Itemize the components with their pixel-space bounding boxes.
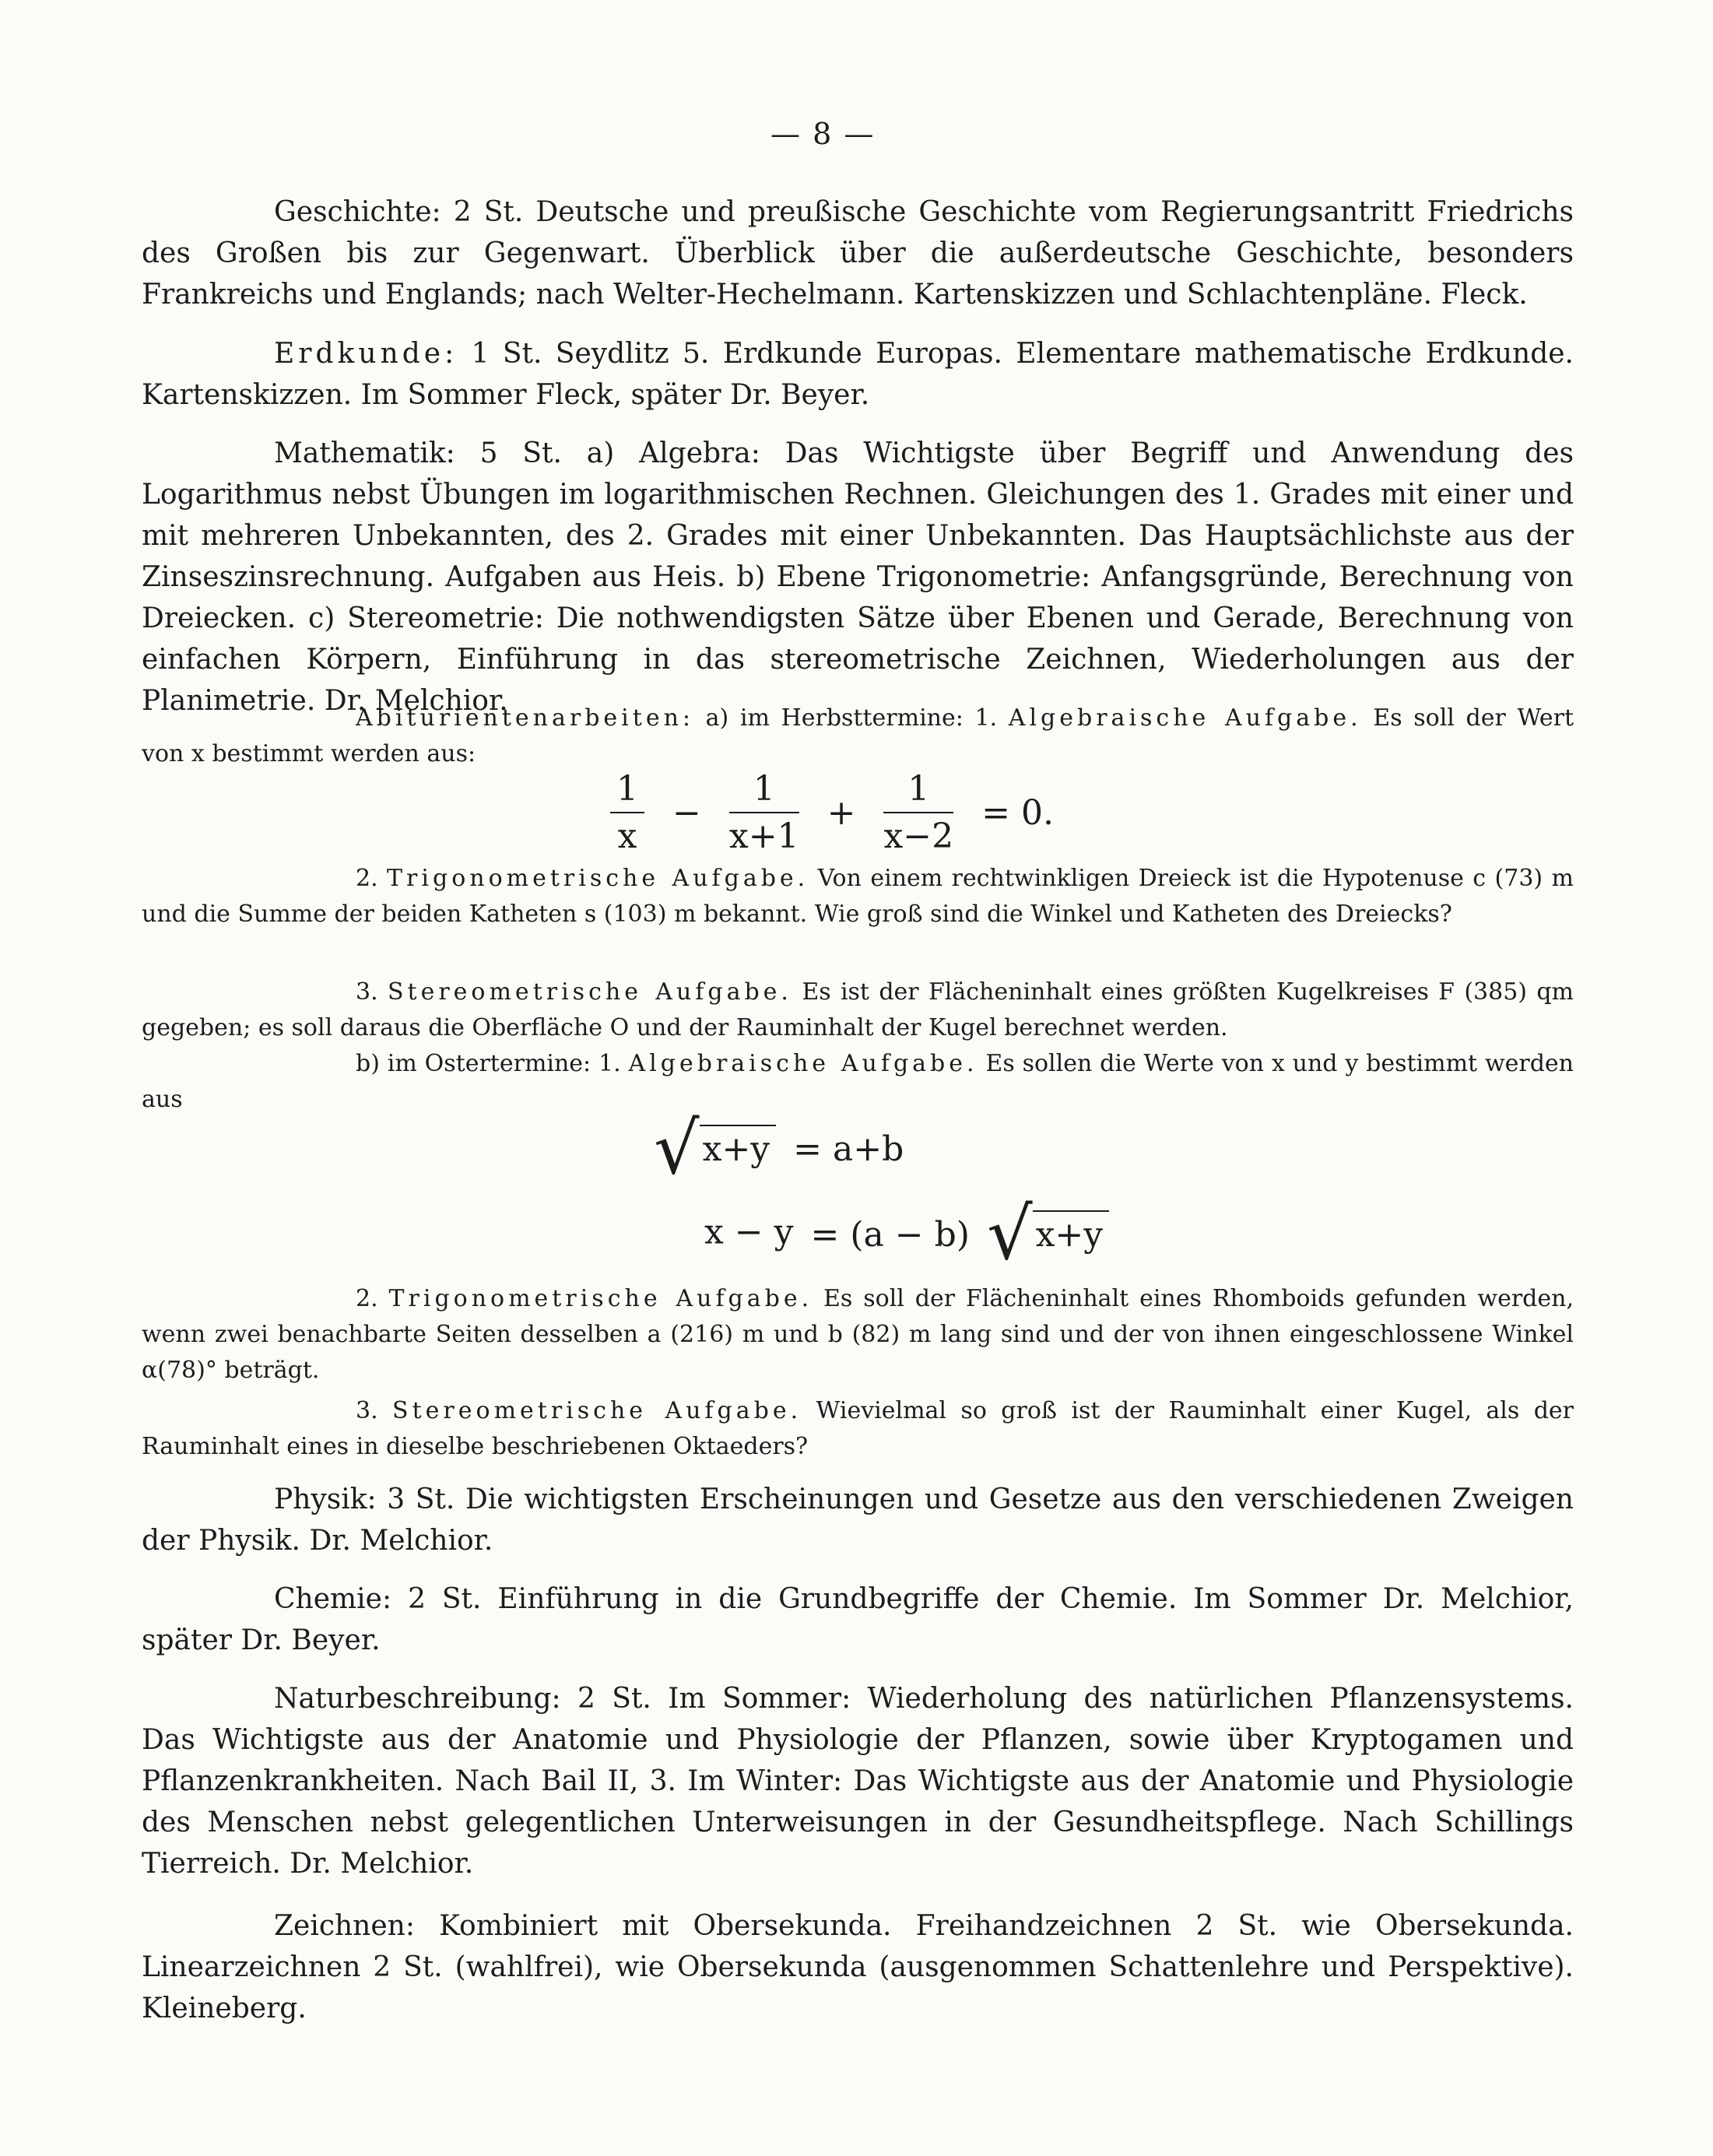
- equation-2b-lhs: x − y: [704, 1212, 794, 1252]
- zeichnen-label: Zeichnen:: [274, 1910, 415, 1942]
- erdkunde-text: 1 St. Seydlitz 5. Erdkunde Europas. Elementare mathematische Erdkunde. Kartenskizzen. Im Sommer Fleck, später Dr. Beyer.: [142, 338, 1574, 411]
- section-erdkunde: [142, 333, 1574, 416]
- section-abitur-herbst: [142, 701, 1574, 772]
- chemie-label: Chemie:: [274, 1583, 392, 1615]
- abitur-label: Abiturientenarbeiten:: [356, 704, 694, 732]
- fraction-2: $\frac{1}{x+1}$: [728, 769, 799, 856]
- radicand-1: x+y: [700, 1125, 777, 1169]
- abitur-algebra-text: Es soll der Wert von x bestimmt werden aus:: [142, 704, 1574, 767]
- sqrt-sign-1: √: [654, 1107, 700, 1190]
- abitur-algebra-label: Algebraische Aufgabe.: [1008, 704, 1362, 732]
- section-abitur-b-trig: [142, 1281, 1574, 1389]
- naturbeschreibung-label: Naturbeschreibung:: [274, 1683, 561, 1715]
- section-chemie: [142, 1578, 1574, 1661]
- equation-2b-mid: = (a − b): [810, 1214, 970, 1255]
- section-physik: [142, 1479, 1574, 1561]
- stereo-num: 3.: [356, 978, 378, 1006]
- operator-plus: +: [827, 792, 856, 833]
- section-naturbeschreibung: [142, 1678, 1574, 1884]
- section-geschichte: [142, 191, 1574, 315]
- geschichte-text: 2 St. Deutsche und preußische Geschichte vom Regierungsantritt Friedrichs des Großen bis zur Gegenwart. Überblick über die außerdeutsche Geschichte, besonders Frankreichs und Englands; nach Welter-Hechelmann. Kartenskizzen und Schlachtenpläne. Fleck.: [142, 196, 1574, 311]
- physik-text: 3 St. Die wichtigsten Erscheinungen und Gesetze aus den verschiedenen Zweigen der Physik. Dr. Melchior.: [142, 1484, 1574, 1557]
- equation-fractions: [599, 769, 1071, 856]
- zeichnen-text: Kombiniert mit Obersekunda. Freihandzeichnen 2 St. wie Obersekunda. Linearzeichnen 2 St. (wahlfrei), wie Obersekunda (ausgenommen Schattenlehre und Perspektive). Kleineberg.: [142, 1910, 1574, 2024]
- section-mathematik: [142, 433, 1574, 722]
- trig-label: Trigonometrische Aufgabe.: [387, 865, 809, 892]
- chemie-text: 2 St. Einführung in die Grundbegriffe der Chemie. Im Sommer Dr. Melchior, später Dr. Beyer.: [142, 1583, 1574, 1656]
- section-abitur-ostern: [142, 1046, 1574, 1118]
- trig-text: Von einem rechtwinkligen Dreieck ist die Hypotenuse c (73) m und die Summe der beiden Katheten s (103) m bekannt. Wie groß sind die Winkel und Katheten des Dreiecks?: [142, 865, 1574, 928]
- equation-root-line-1: [654, 1107, 921, 1190]
- radicand-2: x+y: [1033, 1210, 1110, 1255]
- b-algebra-label: Algebraische Aufgabe.: [628, 1050, 978, 1077]
- b-stereo-text: Wievielmal so groß ist der Rauminhalt einer Kugel, als der Rauminhalt eines in dieselbe beschriebenen Oktaeders?: [142, 1397, 1574, 1460]
- sqrt-sign-2: √: [986, 1192, 1033, 1276]
- naturbeschreibung-text: 2 St. Im Sommer: Wiederholung des natürlichen Pflanzensystems. Das Wichtigste aus der Anatomie und Physiologie der Pflanzen, sowie über Kryptogamen und Pflanzenkrankheiten. Nach Bail II, 3. Im Winter: Das Wichtigste aus der Anatomie und Physiologie des Menschen nebst gelegentlichen Unterweisungen in der Gesundheitspflege. Nach Schillings Tierreich. Dr. Melchior.: [142, 1683, 1574, 1880]
- mathematik-label: Mathematik:: [274, 437, 455, 469]
- equation-rhs: = 0.: [981, 792, 1054, 833]
- trig-num: 2.: [356, 865, 378, 892]
- stereo-text: Es ist der Flächeninhalt eines größten Kugelkreises F (385) qm gegeben; es soll daraus die Oberfläche O und der Rauminhalt der Kugel berechnet werden.: [142, 978, 1574, 1041]
- section-abitur-b-stereo: [142, 1393, 1574, 1465]
- page-number: — 8 —: [770, 117, 876, 151]
- b-stereo-num: 3.: [356, 1397, 378, 1424]
- section-zeichnen: [142, 1905, 1574, 2029]
- operator-minus: −: [672, 792, 701, 833]
- equation-2-rhs: = a+b: [793, 1129, 904, 1169]
- abitur-intro: a) im Herbsttermine: 1.: [705, 704, 998, 732]
- fraction-1: $\frac{1}{x}$: [610, 769, 644, 856]
- fraction-3: $\frac{1}{x-2}$: [883, 769, 954, 856]
- b-intro: b) im Ostertermine: 1.: [356, 1050, 621, 1077]
- b-stereo-label: Stereometrische Aufgabe.: [392, 1397, 802, 1424]
- b-trig-label: Trigonometrische Aufgabe.: [388, 1285, 813, 1312]
- mathematik-text: 5 St. a) Algebra: Das Wichtigste über Begriff und Anwendung des Logarithmus nebst Übungen im logarithmischen Rechnen. Gleichungen des 1. Grades mit einer und mit mehreren Unbekannten, des 2. Grades mit einer Unbekannten. Das Hauptsächlichste aus der Zinseszinsrechnung. Aufgaben aus Heis. b) Ebene Trigonometrie: Anfangsgründe, Berechnung von Dreiecken. c) Stereometrie: Die nothwendigsten Sätze über Ebenen und Gerade, Berechnung von einfachen Körpern, Einführung in das stereometrische Zeichnen, Wiederholungen aus der Planimetrie. Dr. Melchior.: [142, 437, 1574, 717]
- erdkunde-label: Erdkunde:: [274, 338, 458, 370]
- geschichte-label: Geschichte:: [274, 196, 441, 228]
- section-abitur-trig: [142, 861, 1574, 932]
- b-algebra-text: Es sollen die Werte von x und y bestimmt werden aus: [142, 1050, 1574, 1113]
- stereo-label: Stereometrische Aufgabe.: [387, 978, 792, 1006]
- physik-label: Physik:: [274, 1484, 377, 1515]
- equation-root-line-2: [704, 1192, 1109, 1276]
- b-trig-num: 2.: [356, 1285, 378, 1312]
- section-abitur-stereo: [142, 974, 1574, 1046]
- b-trig-text: Es soll der Flächeninhalt eines Rhomboids gefunden werden, wenn zwei benachbarte Seiten desselben a (216) m und b (82) m lang sind und der von ihnen eingeschlossene Winkel α(78)° beträgt.: [142, 1285, 1574, 1384]
